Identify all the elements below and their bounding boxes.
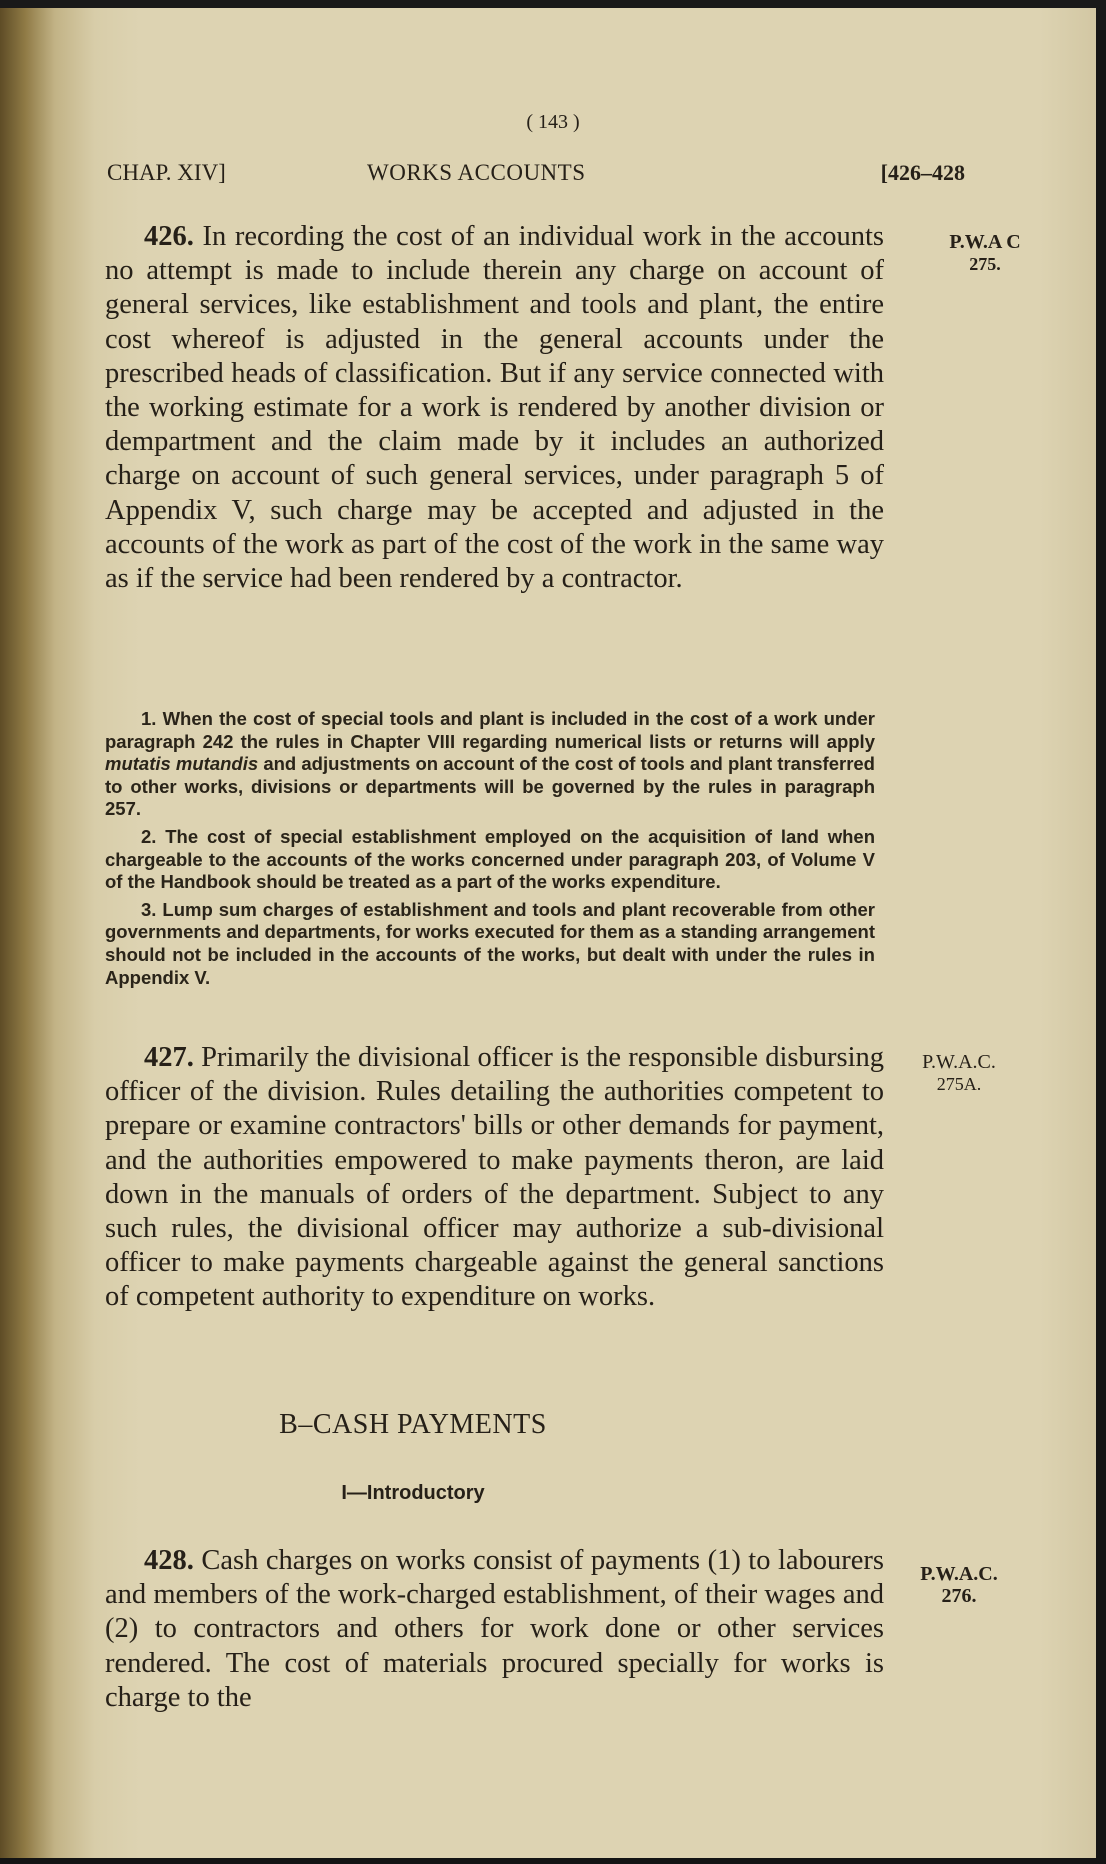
section-heading: B–CASH PAYMENTS	[279, 1409, 547, 1440]
side-ref-line: P.W.A.C.	[920, 1563, 998, 1585]
book-page	[0, 8, 1096, 1858]
paragraph-number: 426.	[144, 221, 194, 252]
running-head-range: [426–428	[880, 160, 965, 185]
side-ref-427	[904, 1051, 1014, 1095]
note-1: 1. When the cost of special tools and plant is included in the cost of a work under paragraph 242 the rules in Chapter VIII regarding numerical lists or returns will apply mutatis mutandis and adjustments on account of the cost of tools and plant transferred to other works, divisions or departments will be governed by the rules in paragraph 257.	[105, 708, 875, 820]
note-3: 3. Lump sum charges of establishment and tools and plant recoverable from other governments and departments, for works executed for them as a standing arrangement should not be included in the accounts of the works, but dealt with under the rules in Appendix V.	[105, 898, 875, 988]
paragraph-427	[105, 1041, 884, 1315]
paragraph-number: 428.	[144, 1545, 194, 1576]
notes-block	[105, 708, 875, 989]
side-ref-line: 276.	[941, 1585, 977, 1607]
side-ref-line: P.W.A C	[949, 231, 1021, 253]
paragraph-text: In recording the cost of an individual work in the accounts no attempt is made to include therein any charge on account of general services, like establishment and tools and plant, the entire cost whereof is adjusted in the general accounts under the prescribed heads of classification. But if any service connected with the working estimate for a work is rendered by another division or dempartment and the claim made by it includes an authorized charge on account of such general services, under paragraph 5 of Appendix V, such charge may be accepted and adjusted in the accounts of the work as part of the cost of the work in the same way as if the service had been rendered by a contractor.	[105, 221, 884, 595]
running-head-title: WORKS ACCOUNTS	[367, 160, 586, 185]
paragraph-428	[105, 1544, 884, 1715]
side-ref-428	[904, 1563, 1014, 1607]
paragraph-text: Cash charges on works consist of payments (1) to labourers and members of the work-charged establishment, of their wages and (2) to contractors and others for work done or other services rendered. The cost of materials procured specially for works is charge to the	[105, 1545, 885, 1713]
note-2: 2. The cost of special establishment employed on the acquisition of land when chargeable to the accounts of the works concerned under paragraph 203, of Volume V of the Handbook should be treated as a part of the works expenditure.	[105, 825, 875, 893]
paragraph-426	[105, 220, 884, 596]
paragraph-text: Primarily the divisional officer is the responsible disbursing officer of the division. Rules detailing the authorities competent to prepare or examine contractors' bills or other demands for payment, and the authorities empowered to make payments theron, are laid down in the manuals of orders of the department. Subject to any such rules, the divisional officer may authorize a sub-divisional officer to make payments chargeable against the general sanctions of competent authority to expenditure on works.	[105, 1042, 884, 1313]
side-ref-426	[930, 231, 1040, 275]
side-ref-line: 275A.	[936, 1074, 982, 1094]
subsection-heading: I—Introductory	[341, 1482, 485, 1504]
running-head-chapter: CHAP. XIV]	[107, 160, 226, 185]
page-number: ( 143 )	[526, 111, 580, 133]
side-ref-line: 275.	[969, 254, 1001, 274]
paragraph-number: 427.	[144, 1042, 194, 1073]
side-ref-line: P.W.A.C.	[922, 1051, 996, 1073]
